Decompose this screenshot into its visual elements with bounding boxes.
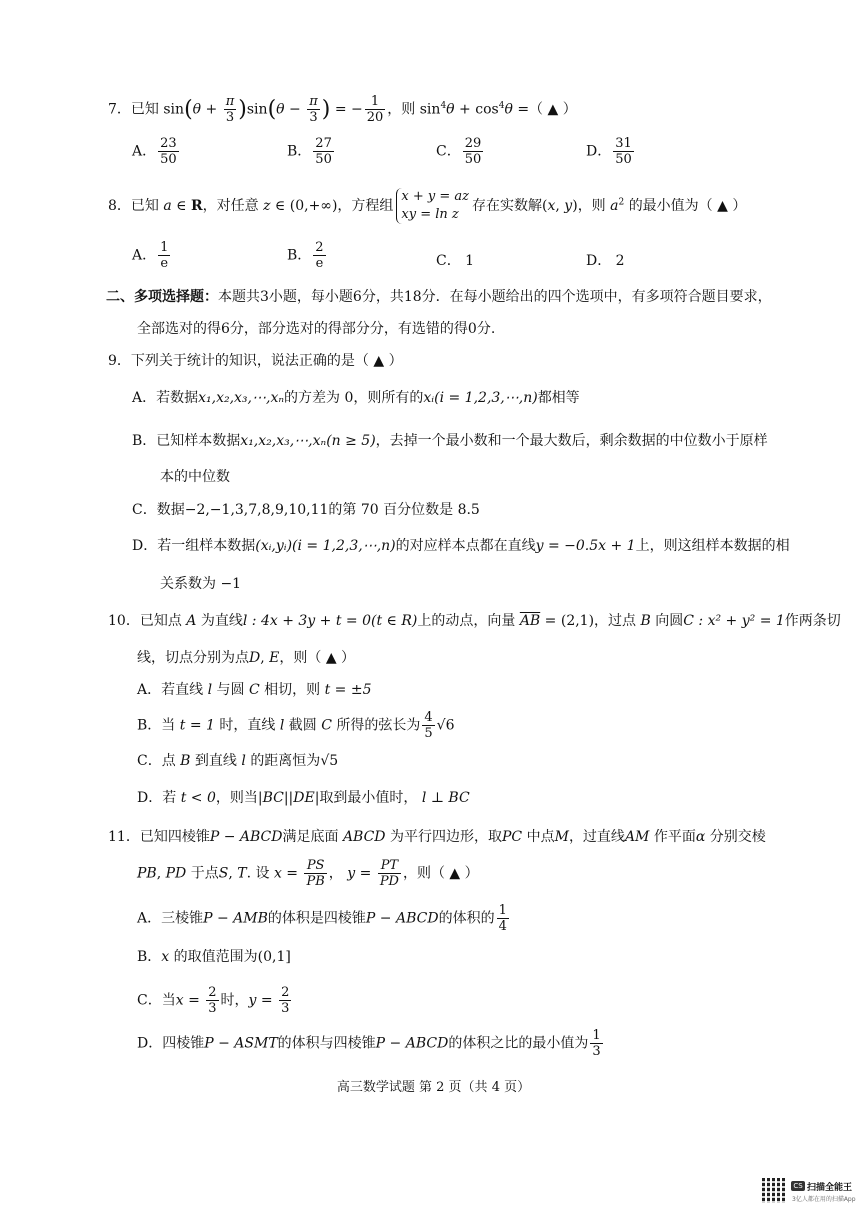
q8-eq-2: xy = ln z <box>401 207 459 222</box>
q11-text-6: 作平面 <box>653 829 696 845</box>
q8-stem: 8．已知 a ∈ R，对任意 z ∈ (0,+∞)，方程组x + y = az xy = ln z存在实数解(x, y)，则 $a^2$ 的最小值为（ ▲ ） <box>108 189 747 222</box>
q7-option-a-den: 50 <box>160 152 177 167</box>
q11-c-x-num: 2 <box>208 985 217 1000</box>
q8-option-d: D． 2 <box>586 253 625 269</box>
q11-a-math-1: P − AMB <box>203 910 268 927</box>
page-footer: 高三数学试题 第 2 页（共 4 页） <box>336 1080 531 1095</box>
q10-a-text-2: 与圆 <box>216 682 245 698</box>
q8-option-b <box>287 240 328 271</box>
q10-b-text-4: 所得的弦长为 <box>336 717 421 734</box>
q10-line-equation: l : 4x + 3y + t = 0(t ∈ R) <box>242 613 418 629</box>
scanner-title: 扫描全能王 <box>807 1183 853 1193</box>
q10-text-5: 向圆 <box>655 613 684 629</box>
q8-text-3: ，方程组 <box>337 198 394 214</box>
q8-option-a-label: A． <box>132 247 157 264</box>
q7-option-d-den: 50 <box>615 152 632 167</box>
q11-text-7: 分别交棱 <box>709 829 766 845</box>
q10-text-3: 上的动点，向量 <box>417 613 516 629</box>
q11-text-1: 11．已知四棱锥 <box>108 829 210 845</box>
q9-a-text-1: A．若数据 <box>132 390 199 406</box>
q10-text-4: ，过点 <box>594 613 637 629</box>
q11-d-math-2: P − ABCD <box>375 1035 449 1052</box>
q9-a-text-3: 都相等 <box>537 390 580 406</box>
q8-text-2: ，对任意 <box>202 198 259 214</box>
q9-option-b-continued: 本的中位数 <box>160 469 230 485</box>
q10-a-text-3: 相切，则 <box>264 682 321 698</box>
q11-a-den: 4 <box>498 919 507 934</box>
q9-c-text-2: 的第 70 百分位数是 8.5 <box>328 502 480 518</box>
q8-option-a-num: 1 <box>160 240 169 255</box>
q8-number: 8． <box>108 198 131 214</box>
q11-b-interval: (0,1] <box>257 949 291 965</box>
q7-option-c-den: 50 <box>464 152 482 167</box>
q10-c-root: √5 <box>320 753 339 769</box>
scanner-subtitle: 3亿人都在用的扫描App <box>792 1196 856 1203</box>
q10-text-7: 线，切点分别为点 <box>137 650 249 666</box>
q9-option-a <box>132 387 580 407</box>
q7-pi-third-1: $\frac{\pi}{3}$ <box>225 94 235 125</box>
q9-c-text-1: C．数据 <box>132 502 185 518</box>
q10-b-num: 4 <box>424 710 433 725</box>
q11-y-den: PD <box>379 874 399 889</box>
q7-option-b-den: 50 <box>315 152 332 167</box>
q11-c-x-den: 3 <box>208 1001 217 1016</box>
q11-pyramid: P − ABCD <box>209 829 283 845</box>
q9-b-math: x₁,x₂,x₃,⋯,xₙ(n ≥ 5) <box>240 433 376 449</box>
q11-x-den: PB <box>306 874 325 889</box>
q10-option-a: A．若直线 l 与圆 C 相切，则 t = ±5 <box>137 682 372 698</box>
q7-stem: 7．已知 sin(θ + $\frac{\pi}{3}$ )sin(θ − $\frac{\pi}{3}$ ) = − $\frac{1}{20}$ ，则 $\sin^4\theta + \cos^4\theta$ =（ ▲ ） <box>108 94 577 125</box>
q9-d-math-2: y = −0.5x + 1 <box>535 538 636 554</box>
q11-d-num: 1 <box>592 1028 601 1043</box>
q7-text: 已知 <box>130 101 159 118</box>
q11-d-den: 3 <box>592 1044 601 1059</box>
q7-option-c <box>436 136 485 167</box>
q8-option-b-den: e <box>315 256 324 271</box>
q8-option-c: C． 1 <box>436 253 475 269</box>
q11-option-a <box>137 903 511 934</box>
q11-stem-line-2: PB, PD 于点S, T. 设 x = $\frac{PS}{PB}$ ， y = $\frac{PT}{PD}$ ，则（ ▲ ） <box>137 858 479 889</box>
q11-text-3: 为平行四边形，取 <box>390 829 502 845</box>
q9-d-text-3: 上，则这组样本数据的相 <box>635 538 790 554</box>
q11-b-text-1: B． <box>137 949 162 965</box>
q7-option-c-label: C． <box>436 143 461 160</box>
q7-option-d <box>586 136 636 167</box>
q11-option-b: B．x 的取值范围为(0,1] <box>137 949 291 965</box>
q7-number: 7． <box>108 101 131 118</box>
q9-stem: 9．下列关于统计的知识，说法正确的是（ ▲ ） <box>108 353 403 369</box>
q10-d-text-1: D．若 <box>137 790 177 806</box>
q10-b-text-2: 时，直线 <box>219 717 276 734</box>
q9-b-text-1: B．已知样本数据 <box>132 433 241 449</box>
q8-text-5: ，则 <box>577 198 606 214</box>
q11-c-text-1: C．当 <box>137 992 176 1009</box>
q10-text-2: 为直线 <box>200 613 243 629</box>
q10-d-text-2: ，则当 <box>215 790 258 806</box>
q11-a-math-2: P − ABCD <box>365 910 439 927</box>
section-2-header <box>106 286 772 306</box>
q11-c-text-2: 时， <box>220 992 249 1009</box>
q11-d-text-2: 的体积与四棱锥 <box>277 1035 376 1052</box>
q8-text-1: 已知 <box>130 198 159 214</box>
q7-option-a-num: 23 <box>160 136 177 151</box>
q10-b-text-1: B．当 <box>137 717 176 734</box>
q11-a-num: 1 <box>498 903 507 918</box>
q7-rhs: $\frac{1}{20}$ <box>366 94 384 125</box>
q9-b-text-2: ，去掉一个最小数和一个最大数后，剩余数据的中位数小于原样 <box>375 433 768 449</box>
q11-text-2: 满足底面 <box>282 829 339 845</box>
q9-a-text-2: 的方差为 0，则所有的 <box>284 390 424 406</box>
q7-option-a-label: A． <box>132 143 157 160</box>
q7-pi-third-2: $\frac{\pi}{3}$ <box>309 94 318 125</box>
q8-option-b-num: 2 <box>315 240 324 255</box>
q9-d-math-1: (xᵢ,yᵢ)(i = 1,2,3,⋯,n) <box>255 538 396 554</box>
q8-eq-1: x + y = az <box>401 189 470 204</box>
q11-text-9: . 设 <box>246 865 270 882</box>
q9-a-math-1: x₁,x₂,x₃,⋯,xₙ <box>198 390 285 406</box>
q10-c-text-1: C．点 <box>137 753 176 769</box>
q7-option-a <box>132 136 181 167</box>
q10-option-b: B．当 t = 1 时，直线 l 截圆 C 所得的弦长为 $\frac{4}{5}$ √6 <box>137 710 455 741</box>
q8-option-a <box>132 240 172 271</box>
q11-option-d <box>137 1028 605 1059</box>
q11-text-8: 于点 <box>190 865 219 882</box>
q8-text-6: 的最小值为（ ▲ ） <box>628 198 747 214</box>
section-2-line-2: 全部选对的得6分，部分选对的得部分分，有选错的得0分. <box>137 321 496 337</box>
q11-a-text-1: A．三棱锥 <box>137 910 204 927</box>
q10-d-product: |BC||DE| <box>257 790 320 806</box>
q8-text-4: 存在实数解 <box>472 198 543 214</box>
q7-blank: =（ ▲ ） <box>517 101 577 118</box>
q11-base: ABCD <box>342 829 386 845</box>
q11-d-text-1: D．四棱锥 <box>137 1035 205 1052</box>
camscanner-logo-icon: CS <box>791 1181 805 1191</box>
q11-a-text-2: 的体积是四棱锥 <box>267 910 366 927</box>
q10-vector-value: = (2,1) <box>544 613 595 629</box>
q10-a-text-1: A．若直线 <box>137 682 204 698</box>
q9-d-text-1: D．若一组样本数据 <box>132 538 256 554</box>
q11-a-text-3: 的体积的 <box>438 910 495 927</box>
q9-option-b <box>132 430 768 450</box>
qr-code-icon <box>762 1178 787 1203</box>
q7-option-d-label: D． <box>586 143 612 160</box>
q7-option-b-num: 27 <box>315 136 332 151</box>
q10-a-value: t = ±5 <box>324 682 372 698</box>
q11-option-c: C．当x = $\frac{2}{3}$ 时，y = $\frac{2}{3}$ <box>137 985 290 1016</box>
q10-b-den: 5 <box>424 726 433 741</box>
q7-option-d-num: 31 <box>615 136 632 151</box>
q9-option-d <box>132 535 790 555</box>
q10-text-6: 作两条切 <box>784 613 841 629</box>
q11-x-num: PS <box>304 858 326 874</box>
q11-blank: ，则（ ▲ ） <box>402 865 479 882</box>
q10-d-perp: l ⊥ BC <box>421 790 470 806</box>
q11-d-text-3: 的体积之比的最小值为 <box>448 1035 589 1052</box>
q10-stem-line-1: 10．已知点 A 为直线l : 4x + 3y + t = 0(t ∈ R)上的动点，向量 $\overline{AB} = (2,1)$，过点 B 向圆C : x² + y² = 1作两条切 <box>108 613 841 629</box>
q10-blank: ，则（ ▲ ） <box>279 650 356 666</box>
q10-option-d <box>137 787 470 807</box>
q7-then: ，则 <box>387 101 416 118</box>
q10-b-value: t = 1 <box>179 717 215 734</box>
q8-equation-system <box>396 188 469 224</box>
q10-d-text-3: 取到最小值时， <box>319 790 418 806</box>
q10-d-value: t < 0 <box>180 790 216 806</box>
q11-y-num: PT <box>378 858 401 874</box>
q10-c-text-2: 到直线 <box>194 753 237 769</box>
q10-circle-equation: C : x² + y² = 1 <box>683 613 785 629</box>
q11-stem-line-1: 11．已知四棱锥P − ABCD满足底面 ABCD 为平行四边形，取PC 中点M，过直线AM 作平面α 分别交棱 <box>108 829 766 845</box>
q11-text-5: ，过直线 <box>568 829 625 845</box>
q10-text-1: 10．已知点 <box>108 613 182 629</box>
q9-a-math-2: xᵢ(i = 1,2,3,⋯,n) <box>423 390 538 406</box>
q9-c-math: −2,−1,3,7,8,9,10,11 <box>184 502 329 518</box>
q10-b-text-3: 截圆 <box>288 717 317 734</box>
q9-option-c <box>132 499 480 519</box>
q10-stem-line-2: 线，切点分别为点D, E，则（ ▲ ） <box>137 650 356 666</box>
q11-c-y-den: 3 <box>281 1001 290 1016</box>
q11-d-math-1: P − ASMT <box>204 1035 278 1052</box>
q11-b-text-2: 的取值范围为 <box>173 949 258 965</box>
q10-option-c: C．点 B 到直线 l 的距离恒为√5 <box>137 753 339 769</box>
section-2-line-1: 本题共3小题，每小题6分，共18分．在每小题给出的四个选项中，有多项符合题目要求， <box>218 289 772 305</box>
section-2-title: 二、多项选择题： <box>106 289 218 305</box>
q7-option-c-num: 29 <box>464 136 482 151</box>
q7-option-b <box>287 136 336 167</box>
q8-option-a-den: e <box>160 256 169 271</box>
q8-option-b-label: B． <box>287 247 312 264</box>
q9-d-text-2: 的对应样本点都在直线 <box>395 538 536 554</box>
q10-c-text-3: 的距离恒为 <box>250 753 321 769</box>
q9-option-d-continued: 关系数为 −1 <box>160 576 242 592</box>
q7-option-b-label: B． <box>287 143 312 160</box>
q11-c-y-num: 2 <box>281 985 290 1000</box>
q11-text-4: 中点 <box>526 829 555 845</box>
q10-b-root: √6 <box>436 717 455 734</box>
